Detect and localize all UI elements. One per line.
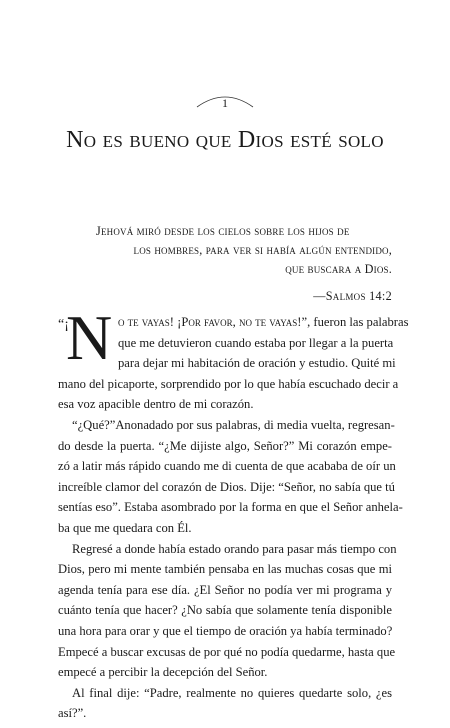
body-line: zó a latir más rápido cuando me di cuenta de que acababa de oír un [58,459,396,474]
body-line: ba que me quedara con Él. [58,520,192,535]
body-line-smallcaps: o te vayas! ¡Por favor, no te vayas! [118,315,302,329]
epigraph [96,222,392,279]
body-line: para dejar mi habitación de oración y estudio. Quité mi [118,356,396,371]
body-line: “¿Qué?”Anonadado por sus palabras, di media vuelta, regresan- [72,417,395,432]
body-text [58,312,409,724]
chapter-number: 1 [222,96,228,110]
body-line: Regresé a donde había estado orando para pasar más tiempo con [72,541,397,556]
chapter-ornament [195,89,255,115]
body-line: que me detuvieron cuando estaba por llegar a la puerta [118,335,394,350]
dropcap-opening-quote: “¡ [58,317,69,332]
epigraph-line: que buscara a Dios. [285,262,392,276]
body-line: Empecé a buscar excusas de por qué no podía quedarme, hasta que [58,644,396,659]
body-line: mano del picaporte, sorprendido por lo que había escuchado decir a [58,376,399,391]
body-line: agenda tenía para ese día. ¿El Señor no podía ver mi programa y [58,582,392,597]
body-line: sentías eso”. Estaba asombrado por la forma en que el Señor anhela- [58,500,403,515]
body-line: cuánto tenía que hacer? ¿No sabía que solamente tenía disponible [58,603,392,618]
dropcap-letter: N [66,302,113,373]
body-line: esa voz apacible dentro de mi corazón. [58,397,254,412]
body-line: una hora para orar y que el tiempo de oración ya había terminado? [58,623,393,638]
epigraph-line: Jehová miró desde los cielos sobre los hijos de [96,224,350,238]
body-line: empecé a percibir la decepción del Señor. [58,665,268,680]
body-line: así?”. [58,706,87,721]
body-line: do desde la puerta. “¿Me dijiste algo, Señor?” Mi corazón empe- [58,438,392,453]
chapter-title: No es bueno que Dios esté solo [66,127,384,153]
body-line: Al final dije: “Padre, realmente no quieres quedarte solo, ¿es [72,685,392,700]
body-line: increíble clamor del corazón de Dios. Dije: “Señor, no sabía que tú [58,479,395,494]
epigraph-line: los hombres, para ver si había algún entendido, [133,243,392,257]
body-line: Dios, pero mi mente también pensaba en las muchas cosas que mi [58,562,392,577]
epigraph-source: —Salmos 14:2 [313,289,392,303]
body-line [58,312,409,333]
body-line-text: ”, fueron las palabras [301,315,409,329]
